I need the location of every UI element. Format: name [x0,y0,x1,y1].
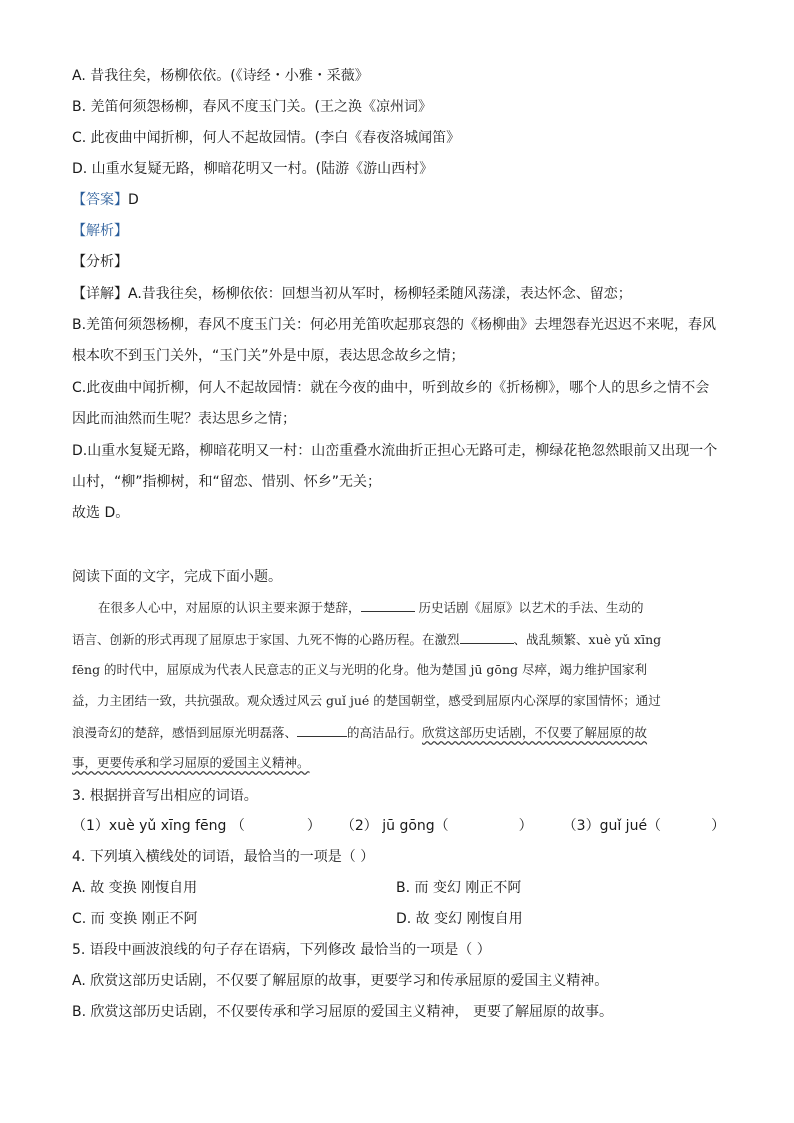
q5-title: 5. 语段中画波浪线的句子存在语病，下列修改 最恰当的一项是（ ） [72,942,491,958]
q4-title: 4. 下列填入横线处的词语，最恰当的一项是（ ） [72,849,375,865]
passage-line-6 [72,753,310,773]
detail-c-line2: 因此而油然而生呢？表达思乡之情； [72,411,296,427]
q3-items [72,816,725,836]
passage-text: 语言、创新的形式再现了屈原忠于家国、九死不悔的心路历程。在激烈 [72,632,460,647]
passage-text: 、战乱频繁、xuè yǔ xīng [513,632,662,647]
q3-item-2-close: ） [518,818,533,834]
q1-option-c: C. 此夜曲中闻折柳，何人不起故园情。(李白《春夜洛城闻笛》 [72,130,461,146]
detail-d-line2: 山村，“柳”指柳树，和“留恋、惜别、怀乡”无关； [72,474,382,490]
fill-blank-1 [361,597,415,612]
passage-line-4: 益，力主团结一致，共抗强敌。观众透过风云 guǐ jué 的楚国朝堂，感受到屈原内心深厚的家国情怀；通过 [72,693,661,708]
q4-option-c: C. 而 变换 刚正不阿 [72,911,198,927]
passage-text: 的高洁品行。 [347,725,423,740]
detail-tag: 【详解】 [72,286,128,302]
passage-text: 在很多人心中，对屈原的认识主要来源于楚辞， [98,600,361,615]
passage-line-3: fēng 的时代中，屈原成为代表人民意志的正义与光明的化身。他为楚国 jū gōng 尽瘁，竭力维护国家利 [72,662,647,677]
q5-option-b: B. 欣赏这部历史话剧，不仅要传承和学习屈原的爱国主义精神， 更要了解屈原的故事。 [72,1004,613,1020]
q1-option-a: A. 昔我往矣，杨柳依依。(《诗经・小雅・采薇》 [72,68,369,84]
detail-c-line1: C.此夜曲中闻折柳，何人不起故园情：就在今夜的曲中，听到故乡的《折杨柳》，哪个人的思乡之情不会 [72,380,710,396]
passage-text: 历史话剧《屈原》以艺术的手法、生动的 [414,600,644,615]
detail-conclusion: 故选 D。 [72,505,130,521]
q4-option-b: B. 而 变幻 刚正不阿 [396,880,522,896]
passage-line-5 [72,722,647,743]
q3-item-1-close: ） [306,818,321,834]
detail-b-line1: B.羌笛何须怨杨柳，春风不度玉门关：何必用羌笛吹起那哀怨的《杨柳曲》去埋怨春光迟迟不来呢，春风 [72,317,717,333]
answer-tag: 【答案】 [72,192,128,208]
q3-item-2: （2） jū gōng（ [340,818,449,834]
fenxi-tag: 【分析】 [72,254,128,270]
passage-line-2 [72,629,661,650]
fill-blank-2 [460,629,514,644]
q3-item-3: （3）guǐ jué（ [562,818,662,834]
q3-item-1: （1）xuè yǔ xīng fēng （ [72,818,245,834]
detail-a-line [72,284,632,304]
fill-blank-3 [297,722,347,737]
detail-b-line2: 根本吹不到玉门关外，“玉门关”外是中原，表达思念故乡之情； [72,348,465,364]
q4-option-a: A. 故 变换 刚愎自用 [72,880,198,896]
detail-a-text: A.昔我往矣，杨柳依依：回想当初从军时，杨柳轻柔随风荡漾，表达怀念、留恋； [128,286,632,302]
answer-value: D [128,192,139,208]
q1-option-b: B. 羌笛何须怨杨柳，春风不度玉门关。(王之涣《凉州词》 [72,99,432,115]
analysis-tag: 【解析】 [72,223,128,239]
q5-option-a: A. 欣赏这部历史话剧，不仅要了解屈原的故事，更要学习和传承屈原的爱国主义精神。 [72,973,609,989]
answer-line [72,190,139,210]
wavy-sentence-part2: 事，更要传承和学习屈原的爱国主义精神。 [72,755,310,770]
q4-row-1 [72,878,722,898]
q1-option-d: D. 山重水复疑无路，柳暗花明又一村。(陆游《游山西村》 [72,161,434,177]
q4-option-d: D. 故 变幻 刚愎自用 [396,911,523,927]
passage-text: 浪漫奇幻的楚辞，感悟到屈原光明磊落、 [72,725,298,740]
passage-line-1 [98,597,644,618]
q3-item-3-close: ） [711,818,726,834]
reading-passage [72,597,722,777]
reading-intro: 阅读下面的文字，完成下面小题。 [72,569,282,585]
detail-d-line1: D.山重水复疑无路，柳暗花明又一村：山峦重叠水流曲折正担心无路可走，柳绿花艳忽然眼前又出现一个 [72,443,718,459]
wavy-sentence-part1: 欣赏这部历史话剧，不仅要了解屈原的故 [422,725,648,740]
q3-title: 3. 根据拼音写出相应的词语。 [72,788,258,804]
q4-row-2 [72,909,722,929]
